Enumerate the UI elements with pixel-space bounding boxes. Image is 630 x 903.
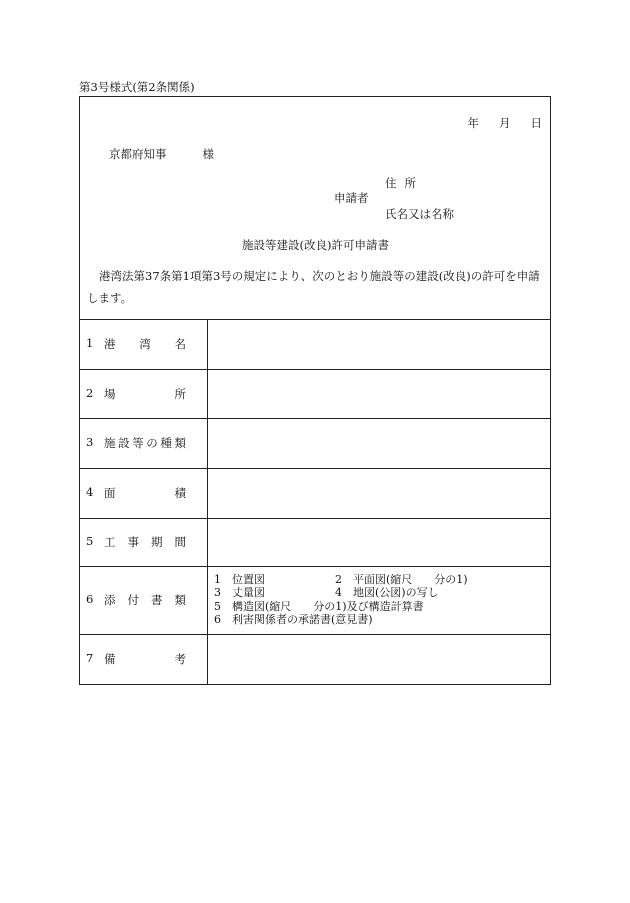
construction-period-field[interactable] xyxy=(208,518,551,566)
row-number: 3 xyxy=(86,435,94,449)
address-label: 住所 xyxy=(385,176,424,190)
recipient-line xyxy=(109,146,214,162)
table-row xyxy=(80,369,550,418)
attachment-item: 3 丈量図 xyxy=(214,586,265,599)
recipient-honorific: 様 xyxy=(202,147,214,161)
location-field[interactable] xyxy=(208,369,551,418)
name-label: 氏名又は名称 xyxy=(385,207,454,221)
row-label xyxy=(80,634,208,684)
table-row xyxy=(80,468,550,518)
table-row xyxy=(80,566,550,634)
row-number: 6 xyxy=(86,592,94,606)
remarks-field[interactable] xyxy=(208,634,551,684)
row-label-text: 工 事 期 間 xyxy=(104,535,186,549)
recipient-name: 京都府知事 xyxy=(109,147,167,161)
document-title: 施設等建設(改良)許可申請書 xyxy=(242,238,389,252)
row-label xyxy=(80,369,208,418)
row-label xyxy=(80,468,208,518)
table-row xyxy=(80,518,550,566)
date-line xyxy=(468,115,543,131)
form-header xyxy=(80,97,550,320)
attachment-item: 1 位置図 xyxy=(214,572,265,586)
row-label-text: 面 積 xyxy=(104,486,186,500)
form-number-label: 第3号様式(第2条関係) xyxy=(79,80,195,94)
date-day: 日 xyxy=(530,116,542,130)
facility-type-field[interactable] xyxy=(208,418,551,468)
row-number: 4 xyxy=(86,485,94,499)
row-label-text: 港 湾 名 xyxy=(104,336,186,351)
row-label-text: 添 付 書 類 xyxy=(104,593,186,607)
attachment-list xyxy=(208,567,550,627)
row-label xyxy=(80,319,208,369)
attachment-item: 4 地図(公図)の写し xyxy=(335,586,439,599)
attachments-field xyxy=(208,566,551,634)
attachment-item: 2 平面図(縮尺 分の1) xyxy=(335,572,468,586)
row-number: 2 xyxy=(86,385,94,400)
row-number: 7 xyxy=(86,651,94,666)
applicant-label: 申請者 xyxy=(334,191,369,205)
items-table xyxy=(80,319,550,684)
table-row xyxy=(80,319,550,369)
row-number: 1 xyxy=(86,335,94,350)
table-row xyxy=(80,418,550,468)
area-field[interactable] xyxy=(208,468,551,518)
row-label xyxy=(80,518,208,566)
row-label xyxy=(80,418,208,468)
table-row xyxy=(80,634,550,684)
row-number: 5 xyxy=(86,534,94,548)
row-label-text: 場 所 xyxy=(104,386,186,401)
application-statement: 港湾法第37条第1項第3号の規定により、次のとおり施設等の建設(改良)の許可を申請します。 xyxy=(87,269,540,305)
row-label-text: 施 設 等 の 種 類 xyxy=(104,436,186,450)
application-form xyxy=(79,96,551,685)
row-label xyxy=(80,566,208,634)
attachment-item: 5 構造図(縮尺 分の1)及び構造計算書 xyxy=(214,599,424,613)
attachment-item: 6 利害関係者の承諾書(意見書) xyxy=(214,613,373,626)
date-year: 年 xyxy=(467,116,479,130)
harbor-name-field[interactable] xyxy=(208,319,551,369)
date-month: 月 xyxy=(499,116,511,130)
row-label-text: 備 考 xyxy=(104,652,186,667)
